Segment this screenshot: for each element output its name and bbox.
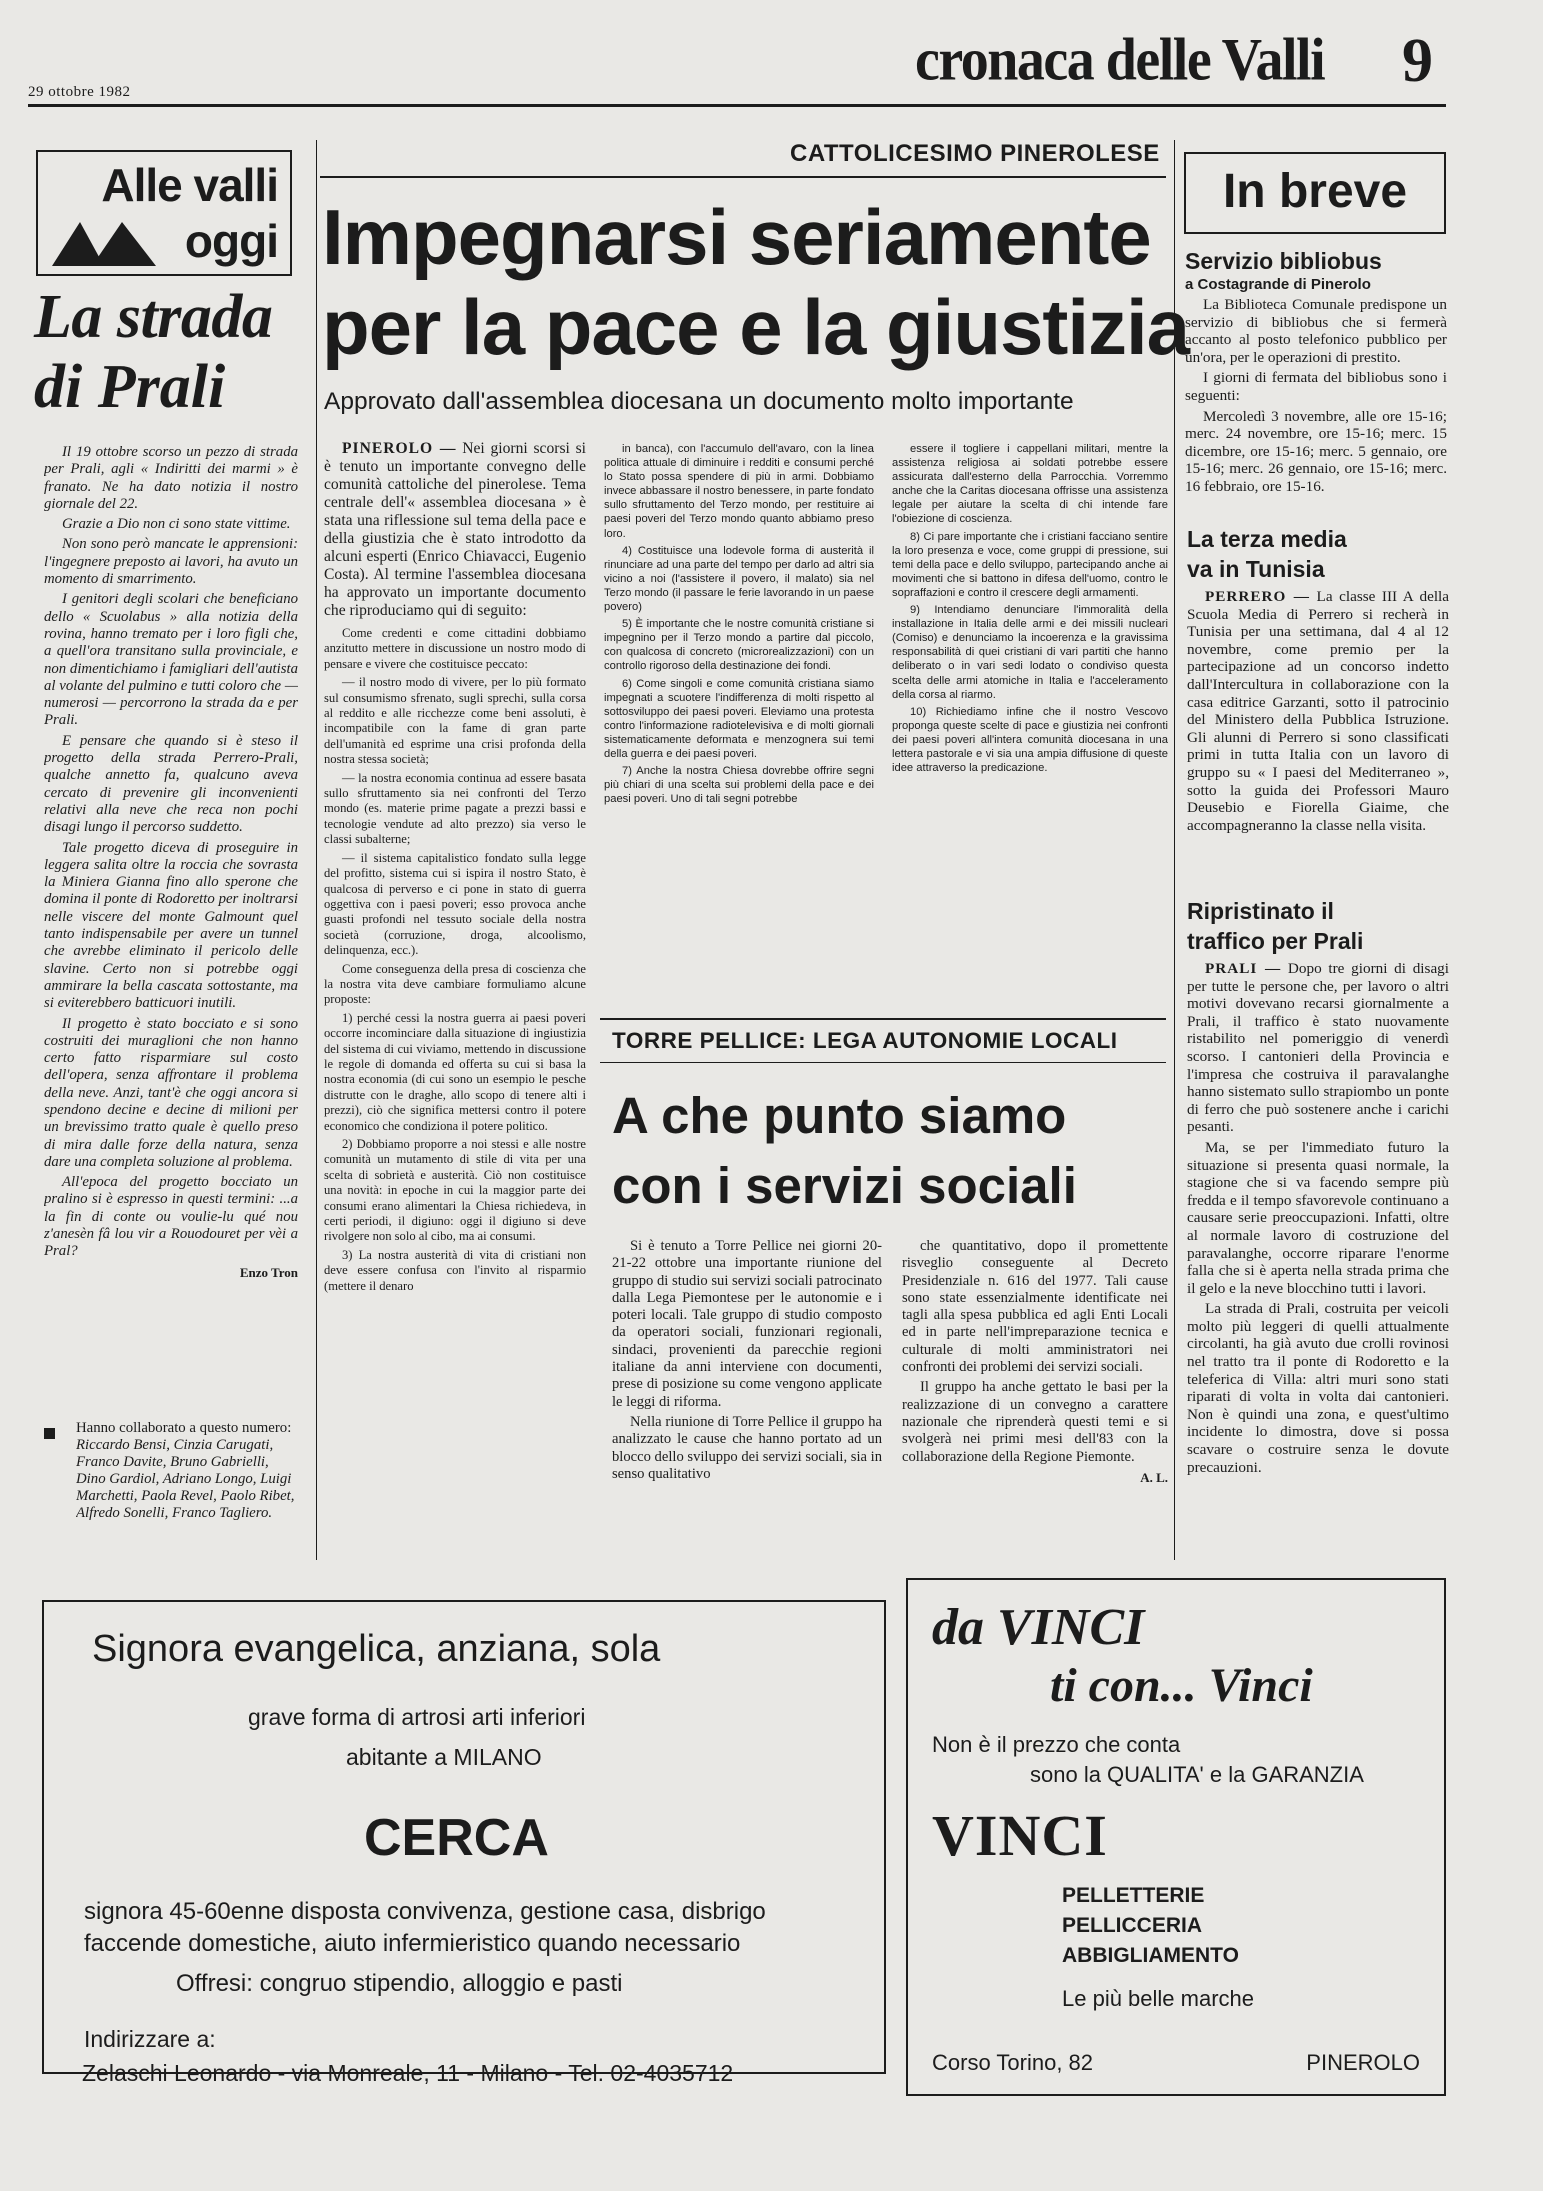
main-paragraph: 3) La nostra austerità di vita di cristiani non deve essere confusa con l'invito al risparmio (mettere il denaro [324, 1247, 586, 1293]
dateline: PINEROLO — [342, 440, 457, 457]
left-paragraph: Non sono però mancate le apprensioni: l'ingegnere preposto ai lavori, ha avuto un momento di smarrimento. [44, 536, 298, 588]
breve-paragraph: Ma, se per l'immediato futuro la situazione si presenta quasi normale, la stagione che si va facendo sempre più fredda e il tempo sfavorevole continuano a causare serie preoccupazioni. Infatti, oltre al normale lavoro di costruzione del paravalanghe, occorre riparare l'enorme falla che si è aperta nella strada prima che il gelo e la neve blocchino tutti i lavori. [1187, 1138, 1449, 1297]
left-paragraph: I genitori degli scolari che beneficiano dello « Scuolabus » alla notizia della rovina, hanno tremato per i loro figli che, a quell'ora transitano sulla provinciale, e non dimentichiamo i famigliari dell'autista al volante del pulmino e tutti coloro che — numerosi — percorrono la strada da e per Prali. [44, 591, 298, 729]
main-paragraph: 4) Costituisce una lodevole forma di austerità il rinunciare ad una parte del tempo per darlo ad altri sia vicino a noi (l'assistere il povero, il malato) sia nel Terzo mondo (il passare le ferie lavorando in un paese povero) [604, 544, 874, 614]
column-rule [316, 140, 317, 1560]
torre-paragraph: Si è tenuto a Torre Pellice nei giorni 20-21-22 ottobre una importante riunione del gruppo di studio sui servizi sociali patrocinato dalla Lega Piemontese per le autonomie e i poteri locali. Tale gruppo di studio composto da operatori sociali, funzionari regionali, sindaci, provenienti da parecchie regioni italiane da anni interviene con documenti, prese di posizione su come vengono applicate le leggi di riforma. [612, 1238, 882, 1410]
torre-headline-2: con i servizi sociali [612, 1157, 1077, 1214]
breve-item2-body [1187, 588, 1449, 888]
left-article-body [44, 444, 298, 1404]
alle-valli-box [36, 150, 292, 276]
main-paragraph: 2) Dobbiamo proporre a noi stessi e alle nostre comunità un mutamento di stile di vita per una scelta di sobrietà e austerità. Ciò non costituisce una novità: in epoche in cui la maggior parte dei consumi erano alimentari la Chiesa richiedeva, in certi periodi, il digiuno: oggi il digiuno si deve rivolgere non solo al cibo, ma ai consumi. [324, 1137, 586, 1244]
breve-paragraph: La Biblioteca Comunale predispone un servizio di bibliobus che si fermerà accanto al posto telefonico pubblico per un'ora, per le operazioni di prestito. [1185, 296, 1447, 366]
vinci-category: ABBIGLIAMENTO [1062, 1944, 1239, 1967]
page-number: 9 [1402, 27, 1433, 95]
breve-item3-title-1: Ripristinato il [1187, 898, 1334, 924]
breve-item1-body [1185, 296, 1447, 516]
left-paragraph: Tale progetto diceva di proseguire in leggera salita oltre la roccia che sovrasta la Miniera Gianna fino allo sperone che domina il ponte di Rodoretto per inoltrarsi nelle viscere del monte Galmount quel tanto indispensabile per avere un tunnel che avrebbe eliminato il pericolo delle slavine. Certo non si potrebbe oggi ammirare la bella cascata sottostante, ma si eviterebbero batticuori inutili. [44, 839, 298, 1012]
vinci-category: PELLICCERIA [1062, 1914, 1203, 1937]
kicker-rule [320, 176, 1166, 178]
ad-line: faccende domestiche, aiuto infermieristico quando necessario [84, 1930, 741, 1957]
section-rule [600, 1018, 1166, 1020]
box-title-line2: oggi [184, 215, 278, 267]
ad-line: Indirizzare a: [84, 2026, 216, 2052]
breve-item1-subtitle: a Costagrande di Pinerolo [1185, 276, 1371, 293]
main-headline-1: Impegnarsi seriamente [322, 193, 1151, 281]
mountain-icon [52, 218, 168, 268]
breve-dateline: PERRERO — [1205, 588, 1310, 605]
main-column-2 [604, 442, 874, 1012]
torre-paragraph: Nella riunione di Torre Pellice il gruppo ha analizzato le cause che hanno portato ad un blocco dello sviluppo dei servizi sociali, sia in senso qualitativo [612, 1413, 882, 1482]
vinci-category: PELLETTERIE [1062, 1884, 1205, 1907]
main-paragraph: 7) Anche la nostra Chiesa dovrebbe offrire segni più chiari di una scelta sui problemi della pace e dei paesi poveri. Uno di tali segni potrebbe [604, 765, 874, 806]
breve-item3-body [1187, 960, 1449, 1560]
main-paragraph: essere il togliere i cappellani militari, mentre la assistenza religiosa ai soldati potrebbe essere assicurata dall'esterno della Parrocchia. Vorremmo anche che la Caritas diocesana offrisse una assistenza legale per aiutare la scelta di chi intende fare l'obiezione di coscienza. [892, 443, 1168, 526]
ad-cerca: CERCA [364, 1809, 549, 1867]
breve-paragraph: Mercoledì 3 novembre, alle ore 15-16; merc. 24 novembre, ore 15-16; merc. 15 dicembre, ore 15-16; merc. 5 gennaio, ore 15-16; merc. 26 gennaio, ore 15-16; merc. 16 febbraio, ore 15-16. [1185, 407, 1447, 495]
torre-paragraph: che quantitativo, dopo il promettente risveglio conseguente al Decreto Presidenziale n. 616 del 1977. Tali cause sono state essenzialmente identificate nei tagli alla spesa pubblica ed agli Enti Locali ed in parte nell'impreparazione tecnica e culturale di molti amministratori nei confronti dei problemi dei servizi sociali. [902, 1238, 1168, 1376]
main-paragraph: 10) Richiediamo infine che il nostro Vescovo proponga queste scelte di pace e giustizia nei confronti dei paesi poveri all'intera comunità diocesana in una lettera pastorale e vi sia una ampia diffusione di queste idee attraverso la predicazione. [892, 705, 1168, 775]
main-paragraph: in banca), con l'accumulo dell'avaro, con la linea politica attuale di diminuire i redditi e consumi perché lo Stato possa spendere di più in armi. Dobbiamo invece abbassare il nostro benessere, in parte fondato sullo sfruttamento del Terzo mondo, per restituire ai paesi poveri del Terzo mondo quanto abbiamo preso loro. [604, 443, 874, 540]
collaborators-names: Riccardo Bensi, Cinzia Carugati, Franco Davite, Bruno Gabrielli, Dino Gardiol, Adriano Longo, Luigi Marchetti, Paola Revel, Paolo Ribet, Alfredo Sonelli, Franco Tagliero. [76, 1437, 295, 1521]
torre-headline-1: A che punto siamo [612, 1087, 1067, 1144]
breve-item2-title-1: La terza media [1187, 526, 1347, 552]
in-breve-box [1184, 152, 1446, 234]
breve-text: La classe III A della Scuola Media di Perrero si recherà in Tunisia per una settimana, dal 4 al 12 novembre, come premio per la partecipazione ad un concorso indetto dall'Intercultura in collaborazione con la casa editrice Garzanti, sotto il patrocinio del Ministero della Pubblica Istruzione. Gli alunni di Perrero si sono classificati primi in tutta Italia con un lavoro di gruppo su « I paesi del Mediterraneo », sotto la guida dei Professori Mauro Deusebio e Fiorella Giaime, che accompagneranno la classe nella visita. [1187, 588, 1449, 834]
torre-signature: A. L. [1140, 1469, 1168, 1485]
ad-line: grave forma di artrosi arti inferiori [248, 1704, 586, 1730]
left-paragraph: Il progetto è stato bocciato e si sono costruiti dei muraglioni che non hanno certo fatto risparmiare sul costo dell'opera, senza affrontare il problema della neve. Anzi, tant'è che oggi ancora si spendono decine e decine di milioni per un brevissimo tratto quale è quello preso di mira dalle forze della natura, senza dare una completa soluzione al problema. [44, 1015, 298, 1170]
breve-item3-title-2: traffico per Prali [1187, 928, 1364, 954]
vinci-address: Corso Torino, 82 [932, 2050, 1094, 2075]
main-paragraph: 5) È importante che le nostre comunità cristiane si impegnino per il Terzo mondo a partire dal piccolo, con qualcosa di concreto (microrealizzazioni) con un controllo rigoroso della destinazione dei fondi. [604, 618, 874, 673]
ad-line: abitante a MILANO [346, 1744, 542, 1770]
main-column-3 [892, 442, 1168, 1012]
left-headline-2: di Prali [34, 353, 226, 421]
left-signature: Enzo Tron [239, 1264, 298, 1280]
classified-ad-box [42, 1600, 886, 2074]
torre-column-2 [902, 1238, 1168, 1560]
left-paragraph: All'epoca del progetto bocciato un pralino si è espresso in questi termini: ...a la fin di conte ou voulie-lu qué nou z'anesèn fâ lou vir a Rouodouret per vèi a Pral? [44, 1174, 298, 1260]
issue-date: 29 ottobre 1982 [28, 84, 131, 100]
main-paragraph: 9) Intendiamo denunciare l'immoralità della installazione in Italia delle armi e dei missili nucleari (Comiso) e denunciamo la incoerenza e la gravissima responsabilità di quei cristiani di vari partiti che hanno deliberato o in vari sedi lodato o condiviso questa scelta delle armi atomiche in Italia e l'acceleramento della corsa al riarmo. [892, 604, 1168, 701]
ad-line: Offresi: congruo stipendio, alloggio e pasti [176, 1970, 623, 1997]
main-paragraph: 6) Come singoli e come comunità cristiana siamo impegnati a scuotere l'indifferenza di molti rispetto al sottosviluppo dei paesi poveri. Eleviamo una protesta contro l'informazione radiotelevisiva e di molti giornali sistematicamente deformata e menzognera sui temi della guerra e dei paesi poveri. [604, 677, 874, 760]
vinci-tagline: Le più belle marche [1062, 1986, 1255, 2011]
collaborators-block [76, 1420, 300, 1560]
breve-item1-title: Servizio bibliobus [1185, 248, 1382, 274]
in-breve-title: In breve [1222, 165, 1408, 218]
collaborators-intro: Hanno collaborato a questo numero: [76, 1420, 292, 1436]
breve-paragraph: La strada di Prali, costruita per veicoli molto più leggeri di quelli attualmente circolanti, ha già avuto due crolli rovinosi nel tratto tra il ponte di Rodoretto e la teleferica di Villa: altri muri sono stati riparati di volta in volta dai cantonieri. Non è quindi una zona, e quest'ultimo incidente lo dimostra, dove si possa scavare o costruire senza le dovute precauzioni. [1187, 1300, 1449, 1476]
bullet-square [44, 1428, 55, 1439]
main-paragraph: Come credenti e come cittadini dobbiamo anzitutto mettere in discussione un nostro modo di pensare e vivere che costituisce peccato: [324, 626, 586, 671]
main-intro [324, 440, 586, 620]
ad-headline: Signora evangelica, anziana, sola [92, 1628, 661, 1670]
torre-kicker: TORRE PELLICE: LEGA AUTONOMIE LOCALI [612, 1028, 1118, 1053]
main-headline-2: per la pace e la giustizia [322, 283, 1190, 371]
left-paragraph: Il 19 ottobre scorso un pezzo di strada per Prali, agli « Indiritti dei marmi » è franato. Ne ha dato notizia il nostro giornale del 22. [44, 444, 298, 512]
masthead-rule [28, 104, 1446, 107]
breve-paragraph: Dopo tre giorni di disagi per tutte le persone che, per lavoro o altri motivi dovevano recarsi giornalmente a Prali, il traffico è stato nuovamente ristabilito nel pomeriggio di venerdì scorso. I cantonieri della Provincia e l'impresa che costruiva il paravalanghe hanno sistemato sullo strapiombo un ponte di ferro che può sostenere anche i carichi pesanti. [1187, 960, 1449, 1136]
box-title-line1: Alle valli [101, 159, 278, 211]
main-paragraph: — il sistema capitalistico fondato sulla legge del profitto, sistema cui si ispira il nostro Stato, è qualcosa di perverso e ci pone in stato di guerra oggettiva con i paesi poveri; esso provoca anche guasti profondi nel tessuto sociale della nostra società (corruzione, droga, alcoolismo, delinquenza, ecc.). [324, 850, 586, 958]
main-kicker: CATTOLICESIMO PINEROLESE [790, 140, 1160, 167]
main-paragraph: — la nostra economia continua ad essere basata sullo sfruttamento sia nei confronti del Terzo mondo (es. materie prime pagate a prezzi bassi e tecnologie vendute ad alto prezzo) sia verso le classi subalterne; [324, 770, 586, 847]
main-column-1 [324, 440, 586, 1556]
ad-line: signora 45-60enne disposta convivenza, gestione casa, disbrigo [84, 1898, 766, 1925]
torre-column-1 [612, 1238, 882, 1560]
ad-contact: Zelaschi Leonardo - via Monreale, 11 - Milano - Tel. 02-4035712 [82, 2060, 734, 2086]
vinci-slogan-1: da VINCI [932, 1599, 1145, 1656]
main-subhead: Approvato dall'assemblea diocesana un documento molto importante [324, 388, 1074, 415]
vinci-line: sono la QUALITA' e la GARANZIA [1030, 1762, 1364, 1787]
left-paragraph: E pensare che quando si è steso il progetto della strada Perrero-Prali, qualche annetto fa, qualcuno aveva cercato di prevenire gli inconvenienti relativi alla neve che reca non pochi disagi lungo il percorso suddetto. [44, 732, 298, 836]
left-paragraph: Grazie a Dio non ci sono state vittime. [62, 516, 291, 533]
breve-dateline: PRALI — [1205, 960, 1282, 977]
vinci-city: PINEROLO [1306, 2050, 1420, 2075]
vinci-brand: VINCI [932, 1803, 1108, 1868]
newspaper-title: cronaca delle Valli [915, 26, 1325, 94]
vinci-ad-box [906, 1578, 1446, 2096]
main-paragraph: Come conseguenza della presa di coscienza che la nostra vita deve cambiare formuliamo alcune proposte: [324, 961, 586, 1007]
left-headline-1: La strada [34, 283, 273, 351]
section-rule [600, 1062, 1166, 1063]
main-paragraph: 1) perché cessi la nostra guerra ai paesi poveri occorre incominciare dalla situazione di ingiustizia del sistema di cui viviamo, mettendo in discussione le regole di domanda ed offerta su cui si basa la nostra economia (di cui sono un esempio le pesche distrutte con le draghe, allo scopo di tenere alti i prezzi), ciò che significa mettersi contro il potere economico che condiziona il potere politico. [324, 1010, 586, 1133]
torre-paragraph: Il gruppo ha anche gettato le basi per la realizzazione di un convegno a carattere nazionale che riprenderà questi temi e si svolgerà nei primi mesi dell'83 con la collaborazione della Regione Piemonte. [902, 1379, 1168, 1465]
breve-item2-title-2: va in Tunisia [1187, 556, 1325, 582]
vinci-line: Non è il prezzo che conta [932, 1732, 1181, 1757]
main-paragraph: — il nostro modo di vivere, per lo più formato sul consumismo sfrenato, sugli sprechi, sulla corsa al reddito e alle ricchezze come beni assoluti, è incompatibile con la fame di gran parte dell'umanità ed esprime una crisi profonda della nostra stessa società; [324, 675, 586, 767]
breve-paragraph: I giorni di fermata del bibliobus sono i seguenti: [1185, 369, 1447, 404]
vinci-slogan-2: ti con... Vinci [1050, 1659, 1313, 1712]
main-paragraph: 8) Ci pare importante che i cristiani facciano sentire la loro presenza e voce, come gruppi di pressione, sui temi della pace e dello sviluppo, partecipando anche ai movimenti che si battono in difesa dell'uomo, contro le sopraffazioni e contro il crescere degli armamenti. [892, 530, 1168, 599]
intro-text: Nei giorni scorsi si è tenuto un importante convegno delle comunità cattoliche del pinerolese. Tema centrale dell'« assemblea diocesana » è stata una riflessione sul tema della pace e della giustizia che è stato introdotto da alcuni esperti (Enrico Chiavacci, Eugenio Costa). Al termine l'assemblea diocesana ha approvato un importante documento che riproduciamo qui di seguito: [324, 440, 586, 619]
